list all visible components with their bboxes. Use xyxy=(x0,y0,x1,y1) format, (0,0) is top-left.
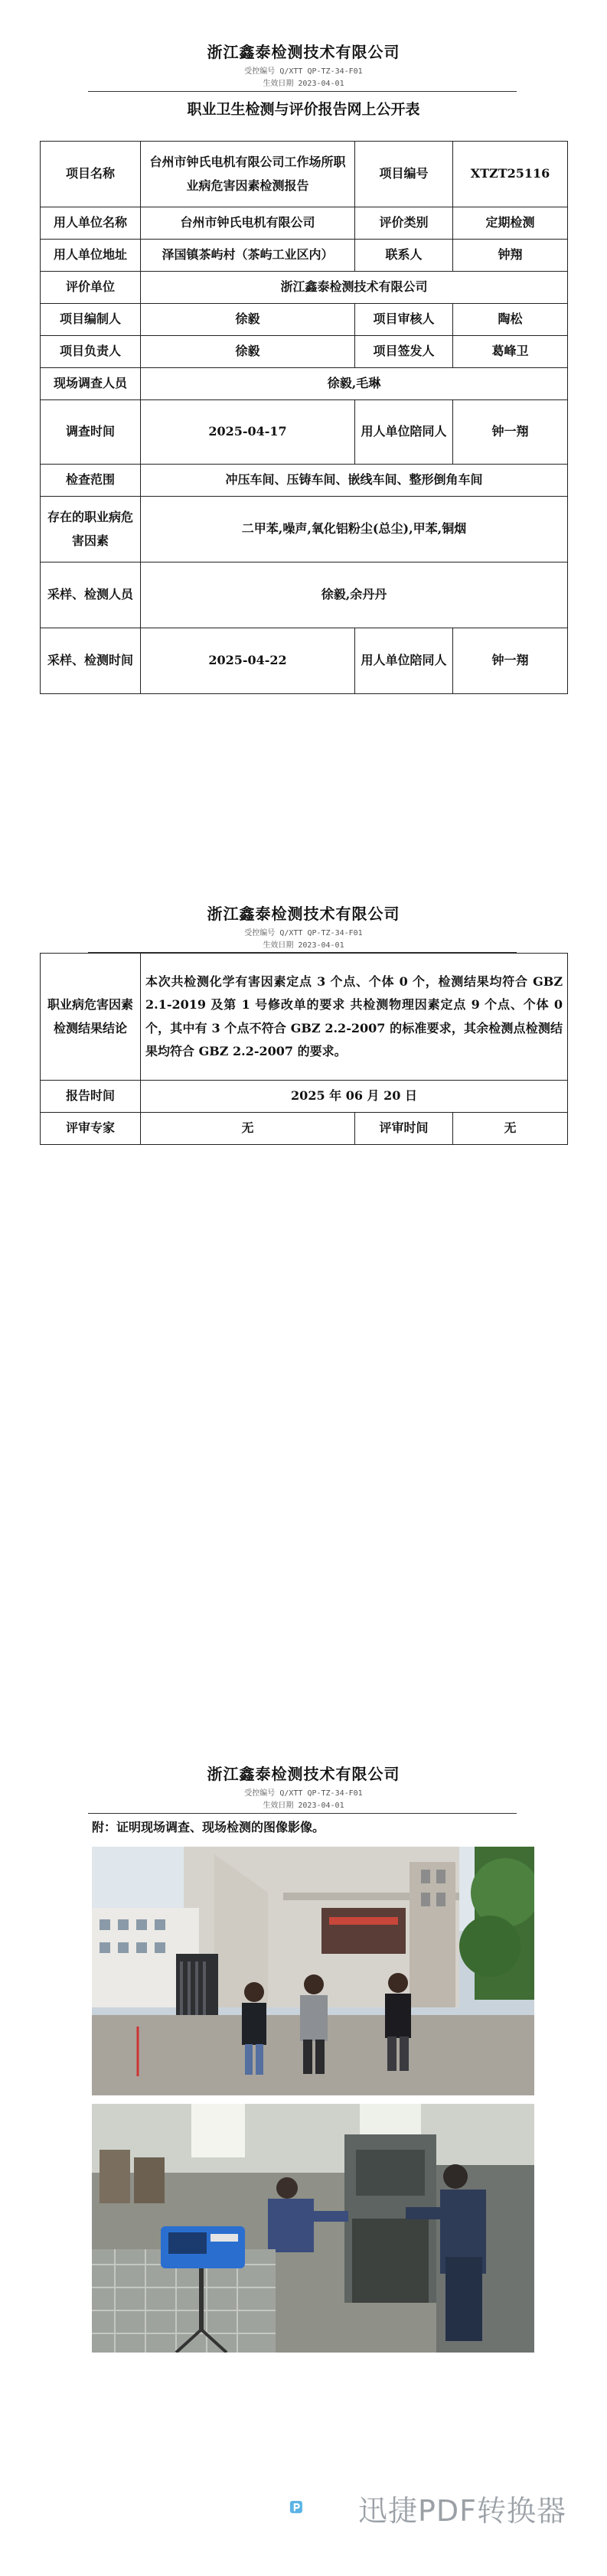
control-number-p3: 受控编号 Q/XTT QP-TZ-34-F01 xyxy=(244,1789,363,1798)
employer-name-label: 用人单位名称 xyxy=(41,207,141,240)
contact-value: 钟翔 xyxy=(453,240,568,272)
reviewer-value: 陶松 xyxy=(453,304,568,336)
control-number-p2: 受控编号 Q/XTT QP-TZ-34-F01 xyxy=(244,929,363,937)
report-info-table xyxy=(40,141,568,694)
conclusion-table xyxy=(40,953,568,1145)
sampler-label: 采样、检测人员 xyxy=(41,562,141,628)
scope-label: 检查范围 xyxy=(41,465,141,497)
report-time-label: 报告时间 xyxy=(41,1081,141,1113)
eval-type-label: 评价类别 xyxy=(355,207,453,240)
eval-type-value: 定期检测 xyxy=(453,207,568,240)
control-number: 受控编号 Q/XTT QP-TZ-34-F01 xyxy=(244,67,363,76)
effective-date-p3: 生效日期 2023-04-01 xyxy=(263,1802,344,1810)
company-header: 浙江鑫泰检测技术有限公司 xyxy=(207,43,400,61)
expert-value: 无 xyxy=(141,1113,355,1145)
compiler-label: 项目编制人 xyxy=(41,304,141,336)
attachment-note: 附：证明现场调查、现场检测的图像影像。 xyxy=(92,1820,325,1834)
contact-label: 联系人 xyxy=(355,240,453,272)
report-time-value: 2025 年 06 月 20 日 xyxy=(141,1081,568,1113)
escort-value: 钟一翔 xyxy=(453,400,568,465)
conclusion-value: 本次共检测化学有害因素定点 3 个点、个体 0 个，检测结果均符合 GBZ 2.1-2019 及第 1 号修改单的要求 共检测物理因素定点 9 个点、个体 0 个，其中有 3 个点不符合 GBZ 2.2-2007 的标准要求，其余检测点检测结果均符合 GBZ 2.2-2007 的要求。 xyxy=(141,954,568,1081)
survey-time-label: 调查时间 xyxy=(41,400,141,465)
conclusion-label: 职业病危害因素检测结果结论 xyxy=(41,954,141,1081)
scope-value: 冲压车间、压铸车间、嵌线车间、整形倒角车间 xyxy=(141,465,568,497)
company-header-p2: 浙江鑫泰检测技术有限公司 xyxy=(207,905,400,923)
escort2-value: 钟一翔 xyxy=(453,628,568,694)
review-time-value: 无 xyxy=(453,1113,568,1145)
surveyor-value: 徐毅,毛琳 xyxy=(141,368,568,400)
workshop-detection-photo xyxy=(92,2104,534,2353)
sampler-value: 徐毅,余丹丹 xyxy=(141,562,568,628)
employer-addr-label: 用人单位地址 xyxy=(41,240,141,272)
hazard-label: 存在的职业病危害因素 xyxy=(41,497,141,562)
project-no-value: XTZT25116 xyxy=(453,142,568,207)
leader-value: 徐毅 xyxy=(141,336,355,368)
eval-unit-value: 浙江鑫泰检测技术有限公司 xyxy=(141,272,568,304)
company-header-p3: 浙江鑫泰检测技术有限公司 xyxy=(207,1765,400,1783)
expert-label: 评审专家 xyxy=(41,1113,141,1145)
project-no-label: 项目编号 xyxy=(355,142,453,207)
leader-label: 项目负责人 xyxy=(41,336,141,368)
hazard-value: 二甲苯,噪声,氧化铝粉尘(总尘),甲苯,铜烟 xyxy=(141,497,568,562)
watermark-text: 迅捷PDF转换器 xyxy=(358,2494,567,2528)
compiler-value: 徐毅 xyxy=(141,304,355,336)
escort2-label: 用人单位陪同人 xyxy=(355,628,453,694)
header-divider-p3 xyxy=(88,1813,517,1814)
report-title: 职业卫生检测与评价报告网上公开表 xyxy=(187,101,420,118)
survey-time-value: 2025-04-17 xyxy=(141,400,355,465)
project-name-label: 项目名称 xyxy=(41,142,141,207)
issuer-value: 葛峰卫 xyxy=(453,336,568,368)
eval-unit-label: 评价单位 xyxy=(41,272,141,304)
pdf-logo-icon xyxy=(289,2477,351,2539)
reviewer-label: 项目审核人 xyxy=(355,304,453,336)
escort-label: 用人单位陪同人 xyxy=(355,400,453,465)
header-divider xyxy=(88,91,517,92)
review-time-label: 评审时间 xyxy=(355,1113,453,1145)
employer-name-value: 台州市钟氏电机有限公司 xyxy=(141,207,355,240)
sample-time-value: 2025-04-22 xyxy=(141,628,355,694)
effective-date: 生效日期 2023-04-01 xyxy=(263,80,344,88)
surveyor-label: 现场调查人员 xyxy=(41,368,141,400)
employer-addr-value: 泽国镇茶屿村（茶屿工业区内） xyxy=(141,240,355,272)
project-name-value: 台州市钟氏电机有限公司工作场所职业病危害因素检测报告 xyxy=(141,142,355,207)
effective-date-p2: 生效日期 2023-04-01 xyxy=(263,941,344,950)
issuer-label: 项目签发人 xyxy=(355,336,453,368)
sample-time-label: 采样、检测时间 xyxy=(41,628,141,694)
site-survey-photo xyxy=(92,1847,534,2095)
